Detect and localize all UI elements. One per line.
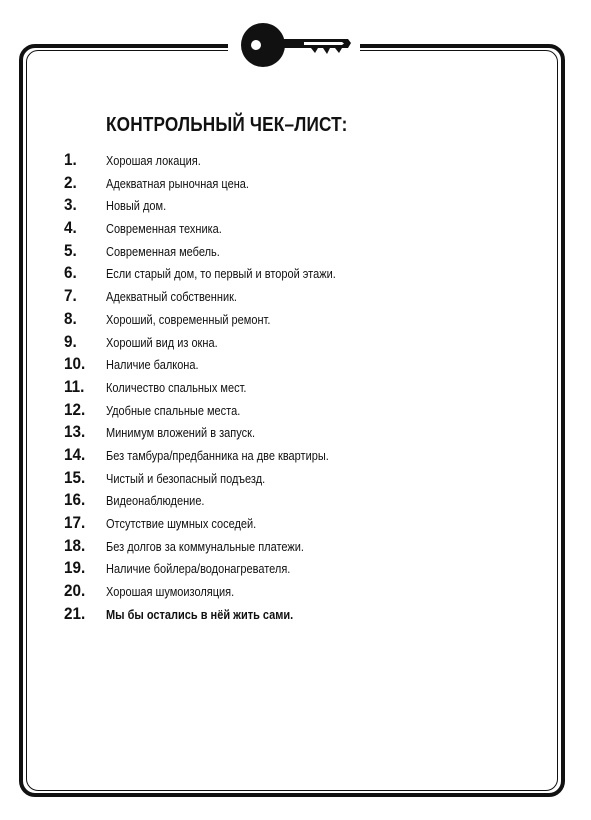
checklist-item xyxy=(64,150,544,173)
item-number: 18. xyxy=(64,535,86,555)
checklist-item xyxy=(64,536,544,559)
item-text: Если старый дом, то первый и второй этажи. xyxy=(106,267,336,282)
checklist-item xyxy=(64,195,544,218)
item-text: Отсутствие шумных соседей. xyxy=(106,517,257,531)
item-text: Современная техника. xyxy=(106,222,222,237)
item-number: 15. xyxy=(64,467,86,487)
item-text: Видеонаблюдение. xyxy=(106,494,205,509)
checklist-item xyxy=(64,581,544,604)
item-number: 2. xyxy=(64,172,77,192)
item-number: 11. xyxy=(64,376,85,396)
item-number: 5. xyxy=(64,240,77,260)
checklist-item xyxy=(64,354,544,377)
item-number: 10. xyxy=(64,354,86,374)
checklist-item xyxy=(64,218,544,241)
item-text: Новый дом. xyxy=(106,199,167,214)
item-number: 20. xyxy=(64,581,86,601)
checklist-item xyxy=(64,490,544,513)
item-text: Хорошая локация. xyxy=(106,154,201,168)
item-text: Адекватная рыночная цена. xyxy=(106,176,249,191)
item-text: Чистый и безопасный подъезд. xyxy=(106,471,266,486)
item-number: 12. xyxy=(64,399,86,419)
item-number: 19. xyxy=(64,558,86,578)
item-number: 8. xyxy=(64,308,77,328)
page-title: КОНТРОЛЬНЫЙ ЧЕК–ЛИСТ: xyxy=(106,114,348,136)
item-text: Наличие бойлера/водонагревателя. xyxy=(106,562,291,577)
item-text: Адекватный собственник. xyxy=(106,290,237,305)
item-number: 4. xyxy=(64,218,77,238)
checklist-item xyxy=(64,422,544,445)
checklist-item xyxy=(64,309,544,332)
checklist-item xyxy=(64,377,544,400)
item-text: Мы бы остались в нёй жить сами. xyxy=(106,607,294,622)
checklist-item xyxy=(64,400,544,423)
item-text: Хороший вид из окна. xyxy=(106,335,218,350)
item-number: 14. xyxy=(64,444,86,464)
item-number: 17. xyxy=(64,513,86,532)
checklist-item xyxy=(64,332,544,355)
item-text: Без тамбура/предбанника на две квартиры. xyxy=(106,448,329,463)
item-text: Без долгов за коммунальные платежи. xyxy=(106,539,304,554)
checklist-item xyxy=(64,241,544,264)
checklist-item xyxy=(64,286,544,309)
item-number: 7. xyxy=(64,286,77,306)
item-number: 9. xyxy=(64,331,77,351)
checklist-item xyxy=(64,468,544,491)
item-text: Количество спальных мест. xyxy=(106,380,247,395)
item-text: Хороший, современный ремонт. xyxy=(106,312,271,327)
checklist-item xyxy=(64,173,544,196)
item-text: Современная мебель. xyxy=(106,244,220,259)
item-number: 3. xyxy=(64,195,77,215)
item-text: Хорошая шумоизоляция. xyxy=(106,585,235,600)
item-text: Удобные спальные места. xyxy=(106,403,241,418)
item-number: 13. xyxy=(64,422,86,442)
key-icon xyxy=(238,20,352,70)
item-number: 6. xyxy=(64,263,77,283)
item-number: 21. xyxy=(64,603,86,623)
checklist xyxy=(64,150,544,626)
item-number: 1. xyxy=(64,150,77,169)
checklist-item xyxy=(64,558,544,581)
checklist-item xyxy=(64,263,544,286)
item-text: Наличие балкона. xyxy=(106,358,199,373)
item-number: 16. xyxy=(64,490,86,510)
checklist-item xyxy=(64,604,544,627)
item-text: Минимум вложений в запуск. xyxy=(106,426,255,441)
checklist-item xyxy=(64,513,544,536)
checklist-item xyxy=(64,445,544,468)
